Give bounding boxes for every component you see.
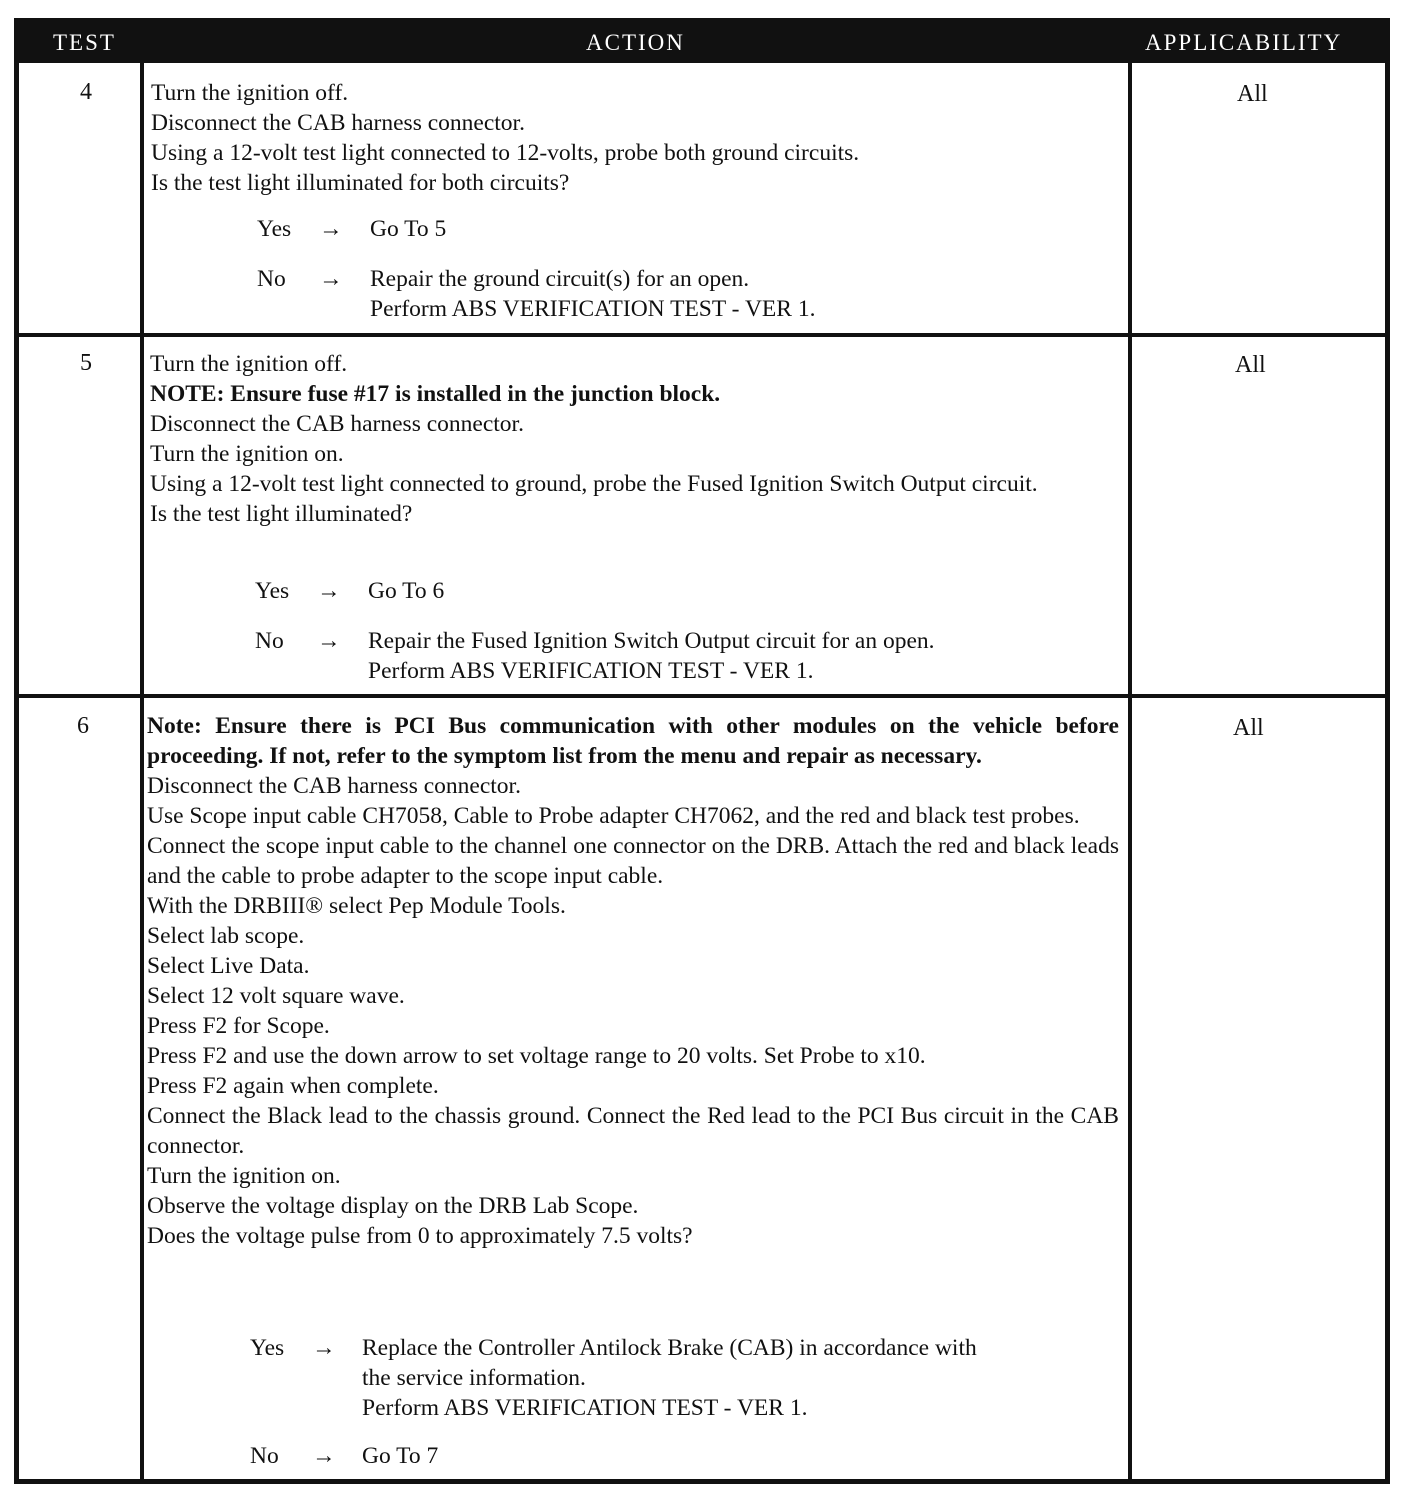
yes-label: Yes (257, 216, 292, 242)
action-line: Connect the scope input cable to the channel one connector on the DRB. Attach the red and black leads and the cable to probe adapter to the scope input cable. (147, 833, 1119, 889)
action-line: Observe the voltage display on the DRB Lab Scope. (147, 1193, 639, 1219)
action-steps (150, 349, 1118, 529)
arrow-icon: → (319, 216, 343, 242)
action-line: Disconnect the CAB harness connector. (150, 411, 524, 437)
action-line: Turn the ignition off. (150, 351, 348, 377)
no-text: Repair the ground circuit(s) for an open. (370, 266, 750, 292)
action-line: Press F2 again when complete. (147, 1073, 439, 1099)
yes-answer (257, 214, 1117, 244)
no-text: Perform ABS VERIFICATION TEST - VER 1. (368, 658, 814, 684)
column-divider-test (140, 63, 144, 1484)
row-divider (19, 694, 1385, 698)
action-line: Turn the ignition on. (147, 1163, 341, 1189)
action-line: Does the voltage pulse from 0 to approximately 7.5 volts? (147, 1223, 693, 1249)
no-label: No (250, 1443, 279, 1469)
action-line: Select lab scope. (147, 923, 305, 949)
arrow-icon: → (317, 578, 341, 604)
yes-text: Replace the Controller Antilock Brake (CAB) in accordance with (362, 1335, 977, 1361)
action-line: Select 12 volt square wave. (147, 983, 405, 1009)
header-test: TEST (53, 30, 116, 55)
yes-label: Yes (255, 578, 290, 604)
yes-answer (250, 1333, 1120, 1423)
yes-text: Go To 6 (368, 578, 445, 604)
yes-label: Yes (250, 1335, 285, 1361)
action-steps (147, 711, 1119, 1251)
action-line: Disconnect the CAB harness connector. (147, 773, 521, 799)
action-line: Press F2 for Scope. (147, 1013, 330, 1039)
no-text: Perform ABS VERIFICATION TEST - VER 1. (370, 296, 816, 322)
applicability-value: All (1237, 81, 1268, 107)
table-header (19, 23, 1385, 63)
yes-text: the service information. (362, 1365, 586, 1391)
column-divider-applicability (1128, 63, 1132, 1484)
no-answer (255, 626, 1115, 686)
applicability-value: All (1233, 715, 1264, 741)
no-answer (257, 264, 1117, 324)
arrow-icon: → (317, 628, 341, 654)
header-applicability: APPLICABILITY (1145, 30, 1343, 55)
procedure-table (14, 18, 1390, 1484)
row-divider (19, 333, 1385, 337)
action-line: Is the test light illuminated? (150, 501, 413, 527)
action-line: Using a 12-volt test light connected to 12-volts, probe both ground circuits. (151, 140, 860, 166)
arrow-icon: → (319, 266, 343, 292)
action-line: Use Scope input cable CH7058, Cable to Probe adapter CH7062, and the red and black test probes. (147, 803, 1080, 829)
no-label: No (255, 628, 284, 654)
applicability-value: All (1235, 352, 1266, 378)
yes-text: Perform ABS VERIFICATION TEST - VER 1. (362, 1395, 808, 1421)
header-action: ACTION (586, 30, 685, 55)
no-text: Go To 7 (362, 1443, 439, 1469)
action-line: Disconnect the CAB harness connector. (151, 110, 525, 136)
action-line: Connect the Black lead to the chassis ground. Connect the Red lead to the PCI Bus circuit in the CAB connector. (147, 1103, 1119, 1159)
yes-text: Go To 5 (370, 216, 447, 242)
action-line: Turn the ignition off. (151, 80, 349, 106)
action-line: Turn the ignition on. (150, 441, 344, 467)
action-note: Note: Ensure there is PCI Bus communication with other modules on the vehicle before proceeding. If not, refer to the symptom list from the menu and repair as necessary. (147, 713, 1119, 769)
no-text: Repair the Fused Ignition Switch Output circuit for an open. (368, 628, 935, 654)
action-line: With the DRBIII® select Pep Module Tools. (147, 893, 566, 919)
test-number: 5 (80, 350, 92, 376)
test-number: 4 (80, 79, 92, 105)
test-number: 6 (77, 713, 89, 739)
arrow-icon: → (312, 1335, 336, 1361)
no-answer (250, 1441, 1110, 1471)
action-line: Select Live Data. (147, 953, 310, 979)
action-note: NOTE: Ensure fuse #17 is installed in the junction block. (150, 381, 721, 407)
arrow-icon: → (312, 1443, 336, 1469)
yes-answer (255, 576, 1115, 606)
action-line: Press F2 and use the down arrow to set voltage range to 20 volts. Set Probe to x10. (147, 1043, 926, 1069)
action-line: Using a 12-volt test light connected to ground, probe the Fused Ignition Switch Output circuit. (150, 471, 1038, 497)
no-label: No (257, 266, 286, 292)
action-line: Is the test light illuminated for both circuits? (151, 170, 570, 196)
action-steps (151, 78, 1116, 198)
